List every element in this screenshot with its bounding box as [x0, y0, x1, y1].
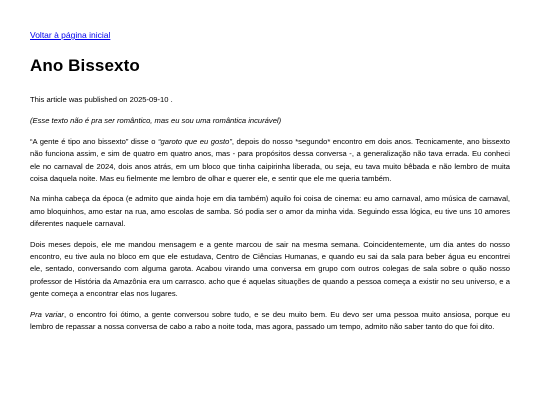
- paragraph-2: Na minha cabeça da época (e admito que ainda hoje em dia também) aquilo foi coisa de cinema: eu amo carnaval, amo música de carnaval, amo bloquinhos, amo estar na rua, amo escolas de samba. Só podia ser o amor da minha vida. Seguindo essa lógica, eu tive uns 10 amores diferentes naquele carnaval.: [30, 194, 510, 229]
- published-prefix: This article was published on: [30, 95, 130, 104]
- paragraph-1-rest: , depois do nosso *segundo* encontro em dois anos. Tecnicamente, ano bissexto não funciona assim, e sim de quatro em quatro anos, mas - para propósitos dessa conversa -, a generalização não tava errada. Eu conheci ele no carnaval de 2024, dois anos atrás, em um bloco que tinha caipirinha liberada, ou seja, eu tava muito bêbada e não lembro de muita coisa daquela noite. Mas eu fielmente me lembro de olhar e querer ele, e sentir que ele me queria também.: [30, 136, 510, 184]
- published-date: 2025-09-10: [129, 95, 169, 104]
- paragraph-4-rest: , o encontro foi ótimo, a gente conversou sobre tudo, e se deu muito bem. Eu devo ser uma pessoa muito ansiosa, porque eu lembro de repassar a nossa conversa de cabo a rabo a noite toda, mas agora, passado um tempo, admito não saber tanto do que foi dito.: [30, 309, 510, 332]
- paragraph-1: [30, 136, 510, 186]
- intro-note-text: (Esse texto não é pra ser romântico, mas eu sou uma romântica incurável): [30, 116, 282, 126]
- paragraph-3: Dois meses depois, ele me mandou mensagem e a gente marcou de sair na mesma semana. Coincidentemente, um dia antes do nosso encontro, eu tive aula no bloco em que ele estudava, Centro de Ciências Humanas, e quando eu sai da sala para beber água eu encontrei ele, sentado, conversando com alguma garota. Acabou virando uma conversa em grupo com outros colegas de sala sobre o quão nosso professor de História da Amazônia era um carrasco. acho que é aquelas situações de quando a pessoa começa a existir no seu universo, e a gente começa a encontrar elas nos lugares.: [30, 239, 510, 299]
- paragraph-1-start: “A gente é tipo ano bissexto” disse o: [30, 136, 158, 146]
- back-to-home-link[interactable]: Voltar à página inicial: [30, 30, 111, 40]
- paragraph-4-emphasis: Pra variar: [30, 309, 64, 319]
- paragraph-4: [30, 309, 510, 334]
- published-suffix: .: [168, 95, 173, 104]
- intro-note: [30, 115, 510, 127]
- published-line: [30, 94, 510, 106]
- paragraph-1-quote: “garoto que eu gosto”: [157, 136, 232, 146]
- article-title: Ano Bissexto: [30, 56, 140, 75]
- article-body: [30, 94, 510, 342]
